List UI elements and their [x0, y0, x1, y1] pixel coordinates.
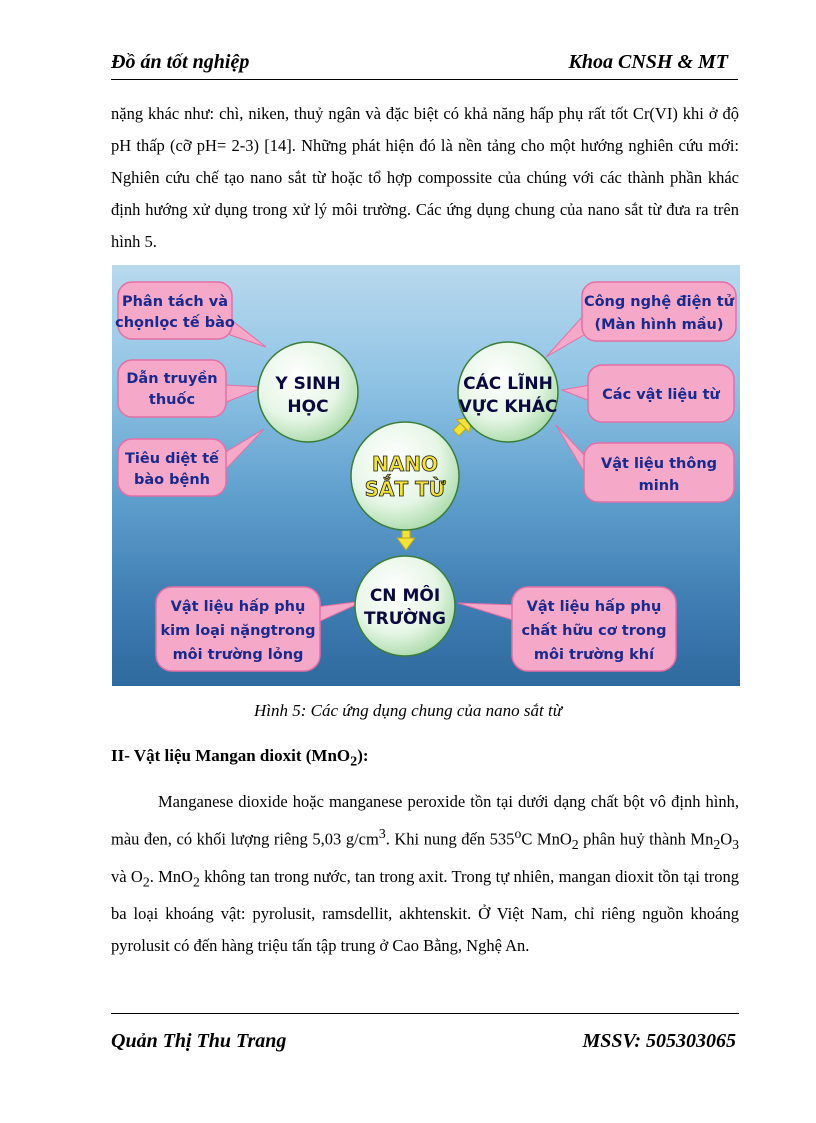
body-sub-2: 2: [713, 836, 721, 852]
section-heading-text: II- Vật liệu Mangan dioxit (MnO: [111, 746, 351, 765]
body-seg-1: Manganese dioxide hoặc manganese peroxide tồn tại dưới dạng chất bột vô định hình, màu đen, có khối lượng riêng 5,03 g/cm: [111, 792, 739, 849]
section-heading-suffix: ):: [357, 746, 369, 765]
header-department: Khoa CNSH & MT: [568, 51, 728, 73]
pointer-b2: [458, 603, 516, 621]
body-seg-7: . MnO: [149, 866, 193, 886]
hub-cn-moi-truong-line-2: TRƯỜNG: [364, 609, 446, 629]
bubble-b1-line-2: kim loại nặngtrong: [160, 623, 316, 639]
section-heading-subscript: 2: [350, 753, 358, 770]
bubble-b2-line-1: Vật liệu hấp phụ: [526, 599, 662, 615]
footer-author: Quản Thị Thu Trang: [111, 1030, 287, 1052]
body-sub-1: 2: [571, 836, 579, 852]
bubble-b2-line-3: môi trường khí: [533, 647, 655, 663]
center-line-1: NANO: [372, 452, 438, 476]
bubble-l2: [118, 360, 226, 417]
center-circle: [351, 422, 459, 530]
pointer-l3: [224, 429, 264, 471]
body-seg-2: . Khi nung đến 535: [385, 829, 515, 849]
arrow-to-cn-moi-truong: [397, 528, 415, 550]
body-sub-5: 2: [192, 874, 200, 890]
pointer-r1: [546, 315, 584, 357]
bubble-r3-line-2: minh: [638, 478, 680, 494]
pointer-l1: [230, 319, 266, 347]
hub-cac-linh-vuc-line-1: CÁC LĨNH: [463, 374, 553, 394]
bubble-r3-line-1: Vật liệu thông: [600, 456, 718, 472]
bubble-r1-line-2: (Màn hình mầu): [594, 317, 724, 333]
bubble-l2-line-2: thuốc: [148, 392, 196, 408]
footer-student-id: MSSV: 505303065: [582, 1030, 736, 1052]
figure-caption: Hình 5: Các ứng dụng chung của nano sắt từ: [254, 701, 562, 720]
body-seg-4: phân huỷ thành Mn: [578, 829, 714, 849]
body-text: [111, 786, 739, 962]
bubble-l1-line-2: chọnlọc tế bào: [115, 315, 235, 331]
bubble-b1-line-3: môi trường lỏng: [172, 647, 304, 663]
intro-text: nặng khác như: chì, niken, thuỷ ngân và đặc biệt có khả năng hấp phụ rất tốt Cr(VI) khi ở độ pH thấp (cỡ pH= 2-3) [14]. Những phát hiện đó là nền tảng cho một hướng nghiên cứu mới: Nghiên cứu chế tạo nano sắt từ hoặc tổ hợp compossite của chúng với các thành phần khác định hướng xử dụng trong xử lý môi trường. Các ứng dụng chung của nano sắt từ đưa ra trên hình 5.: [111, 104, 739, 251]
bubble-r2-line-1: Các vật liệu từ: [602, 387, 720, 403]
hub-y-sinh-line-2: HỌC: [287, 397, 329, 417]
bubble-b1-line-1: Vật liệu hấp phụ: [170, 599, 306, 615]
diagram-svg: [112, 265, 740, 686]
body-sub-4: 2: [142, 874, 150, 890]
bubble-r1-line-1: Công nghệ điện tử: [583, 294, 735, 310]
bubble-l1-line-1: Phân tách và: [121, 294, 229, 310]
hub-y-sinh-line-1: Y SINH: [275, 374, 341, 394]
footer-divider: [111, 1013, 739, 1014]
bubble-l3-line-2: bào bệnh: [133, 472, 211, 488]
bubble-l2-line-1: Dẫn truyền: [126, 371, 218, 387]
figure-nano-applications: [112, 265, 740, 686]
hub-cn-moi-truong: [355, 556, 455, 656]
body-sup-degree: o: [514, 826, 522, 841]
body-seg-3: C MnO: [521, 829, 572, 849]
body-seg-5: O: [720, 829, 733, 849]
section-heading: [111, 746, 369, 770]
page-header: [111, 49, 738, 80]
bubble-l3-line-1: Tiêu diệt tế: [125, 451, 219, 467]
header-title: Đồ án tốt nghiệp: [111, 51, 250, 73]
bubble-b2-line-2: chất hữu cơ trong: [521, 623, 667, 639]
hub-cn-moi-truong-line-1: CN MÔI: [369, 586, 441, 606]
pointer-r2: [562, 385, 590, 401]
pointer-r3: [556, 425, 586, 475]
center-line-2: SẮT TỪ: [364, 477, 446, 501]
body-paragraph: [111, 786, 739, 962]
body-sup-cm3: 3: [378, 826, 386, 841]
body-seg-6: và O: [111, 866, 143, 886]
hub-cac-linh-vuc-line-2: VỰC KHÁC: [458, 397, 558, 417]
body-sub-3: 3: [732, 836, 739, 852]
body-seg-8: không tan trong nước, tan trong axit. Trong tự nhiên, mangan dioxit tồn tại trong ba loại khoáng vật: pyrolusit, ramsdellit, akhtenskit. Ở Việt Nam, chỉ riêng nguồn khoáng pyrolusit có đến hàng triệu tấn tập trung ở Cao Bằng, Nghệ An.: [111, 866, 739, 956]
intro-paragraph: [111, 98, 739, 258]
